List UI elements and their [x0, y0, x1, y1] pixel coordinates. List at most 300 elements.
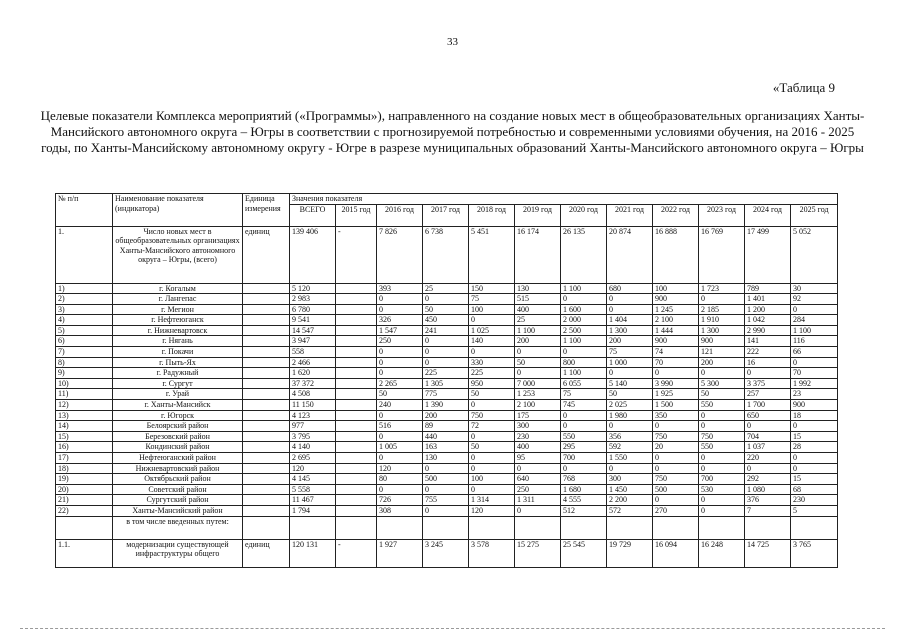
value-cell: 3 765 [791, 539, 838, 567]
table-row [56, 368, 838, 379]
row-num: 15) [56, 431, 113, 442]
value-cell: 50 [423, 304, 469, 315]
header-year: 2023 год [699, 204, 745, 226]
value-cell [336, 389, 377, 400]
value-cell: 26 135 [561, 226, 607, 283]
value-cell: 7 826 [377, 226, 423, 283]
value-cell: 18 [791, 410, 838, 421]
header-unit: Единица измерения [243, 194, 290, 227]
value-cell: 6 738 [423, 226, 469, 283]
value-cell: 775 [423, 389, 469, 400]
value-cell [336, 315, 377, 326]
row-num: 2) [56, 294, 113, 305]
row-unit [243, 304, 290, 315]
value-cell: 150 [469, 283, 515, 294]
value-cell: 393 [377, 283, 423, 294]
value-cell: 0 [469, 484, 515, 495]
value-cell: 0 [607, 304, 653, 315]
value-cell: 30 [791, 283, 838, 294]
value-cell: 1 100 [561, 336, 607, 347]
header-total: ВСЕГО [290, 204, 336, 226]
value-cell [336, 347, 377, 358]
value-cell: 0 [745, 368, 791, 379]
value-cell: 3 375 [745, 378, 791, 389]
value-cell: 0 [469, 315, 515, 326]
row-num: 11) [56, 389, 113, 400]
row-name: г. Урай [113, 389, 243, 400]
value-cell: 2 025 [607, 400, 653, 411]
row-unit [243, 283, 290, 294]
value-cell: 0 [791, 453, 838, 464]
value-cell: 1 723 [699, 283, 745, 294]
value-cell: 70 [653, 357, 699, 368]
value-cell: 0 [561, 347, 607, 358]
value-cell: 356 [607, 431, 653, 442]
header-year: 2016 год [377, 204, 423, 226]
row-name: г. Нижневартовск [113, 325, 243, 336]
row-unit [243, 505, 290, 516]
value-cell: 0 [561, 294, 607, 305]
value-cell: 1 314 [469, 495, 515, 506]
value-cell: 0 [423, 294, 469, 305]
value-cell: 230 [515, 431, 561, 442]
last-row [56, 539, 838, 567]
row-unit [243, 410, 290, 421]
table-row [56, 453, 838, 464]
value-cell: 270 [653, 505, 699, 516]
row-unit [243, 357, 290, 368]
value-cell: 23 [791, 389, 838, 400]
value-cell: 19 729 [607, 539, 653, 567]
value-cell [336, 484, 377, 495]
value-cell: 16 094 [653, 539, 699, 567]
value-cell: 15 [791, 431, 838, 442]
row-num: 4) [56, 315, 113, 326]
value-cell: 4 555 [561, 495, 607, 506]
value-cell: 175 [515, 410, 561, 421]
table-row [56, 495, 838, 506]
table-row [56, 336, 838, 347]
row-name: г. Лангепас [113, 294, 243, 305]
header-values: Значения показателя [290, 194, 838, 205]
value-cell: 120 [377, 463, 423, 474]
row-unit [243, 463, 290, 474]
row-name: г. Ханты-Мансийск [113, 400, 243, 411]
value-cell: 0 [561, 410, 607, 421]
value-cell: 72 [469, 421, 515, 432]
table-row [56, 283, 838, 294]
value-cell: 1 550 [607, 453, 653, 464]
value-cell: 89 [423, 421, 469, 432]
value-cell: 240 [377, 400, 423, 411]
value-cell: 121 [699, 347, 745, 358]
row-num: 7) [56, 347, 113, 358]
value-cell: 250 [515, 484, 561, 495]
value-cell: 330 [469, 357, 515, 368]
value-cell: 25 [423, 283, 469, 294]
row-num: 1. [56, 226, 113, 283]
row-total: 139 406 [290, 226, 336, 283]
value-cell: 500 [423, 474, 469, 485]
value-cell: 241 [423, 325, 469, 336]
row-total: 558 [290, 347, 336, 358]
row-total: 14 547 [290, 325, 336, 336]
value-cell [336, 421, 377, 432]
value-cell: 0 [423, 484, 469, 495]
value-cell: 25 545 [561, 539, 607, 567]
value-cell: 640 [515, 474, 561, 485]
row-name: Белоярский район [113, 421, 243, 432]
row-total: 4 123 [290, 410, 336, 421]
value-cell: 5 451 [469, 226, 515, 283]
value-cell: 0 [515, 463, 561, 474]
value-cell: 50 [469, 442, 515, 453]
value-cell: 100 [653, 283, 699, 294]
value-cell: 1 245 [653, 304, 699, 315]
row-unit [243, 315, 290, 326]
row-name: Ханты-Мансийский район [113, 505, 243, 516]
value-cell: 0 [745, 463, 791, 474]
value-cell: 230 [791, 495, 838, 506]
row-name: Число новых мест в общеобразовательных организациях Ханты-Мансийского автономного округа – Югры, (всего) [113, 226, 243, 283]
row-unit [243, 347, 290, 358]
value-cell: 704 [745, 431, 791, 442]
value-cell: 222 [745, 347, 791, 358]
value-cell: 0 [653, 421, 699, 432]
row-name: г. Пыть-Ях [113, 357, 243, 368]
value-cell: 0 [791, 304, 838, 315]
value-cell: 950 [469, 378, 515, 389]
value-cell: 1 404 [607, 315, 653, 326]
value-cell: - [336, 539, 377, 567]
value-cell: 75 [607, 347, 653, 358]
row-total: 4 508 [290, 389, 336, 400]
value-cell: 1 927 [377, 539, 423, 567]
row-num: 22) [56, 505, 113, 516]
value-cell: 50 [699, 389, 745, 400]
value-cell: 550 [699, 400, 745, 411]
value-cell: - [336, 226, 377, 283]
value-cell: 572 [607, 505, 653, 516]
value-cell: 900 [791, 400, 838, 411]
table-row [56, 294, 838, 305]
indicators-table [55, 193, 838, 568]
row-total: 120 [290, 463, 336, 474]
value-cell: 14 725 [745, 539, 791, 567]
value-cell: 70 [791, 368, 838, 379]
row-num: 20) [56, 484, 113, 495]
value-cell: 512 [561, 505, 607, 516]
row-name: модернизации существующей инфраструктуры общего [113, 539, 243, 567]
value-cell: 1 100 [561, 283, 607, 294]
value-cell: 0 [377, 453, 423, 464]
value-cell: 257 [745, 389, 791, 400]
value-cell [336, 453, 377, 464]
value-cell: 2 100 [515, 400, 561, 411]
value-cell: 15 [791, 474, 838, 485]
value-cell: 308 [377, 505, 423, 516]
value-cell: 16 [745, 357, 791, 368]
value-cell: 16 174 [515, 226, 561, 283]
value-cell: 0 [423, 357, 469, 368]
value-cell: 16 888 [653, 226, 699, 283]
value-cell: 68 [791, 484, 838, 495]
value-cell: 200 [607, 336, 653, 347]
value-cell [336, 410, 377, 421]
value-cell: 0 [699, 368, 745, 379]
header-year: 2022 год [653, 204, 699, 226]
value-cell [336, 325, 377, 336]
value-cell: 163 [423, 442, 469, 453]
row-name: Кондинский район [113, 442, 243, 453]
table-title: Целевые показатели Комплекса мероприятий («Программы»), направленного на создание новых мест в общеобразовательных организациях Ханты-Мансийского автономного округа – Югры в соответствии с прогнозируемой потребностью и современными условиями обучения, на 2016 - 2025 годы, по Ханты-Мансийскому автономному округу - Югре в разрезе муниципальных образований Ханты-Мансийского автономного округа – Югры [40, 108, 865, 155]
row-name: Советский район [113, 484, 243, 495]
value-cell: 0 [561, 421, 607, 432]
value-cell: 1 980 [607, 410, 653, 421]
value-cell: 95 [515, 453, 561, 464]
value-cell: 250 [377, 336, 423, 347]
value-cell: 0 [607, 294, 653, 305]
row-name: г. Сургут [113, 378, 243, 389]
value-cell: 220 [745, 453, 791, 464]
value-cell: 1 300 [607, 325, 653, 336]
row-num: 17) [56, 453, 113, 464]
table-row [56, 442, 838, 453]
row-unit [243, 378, 290, 389]
value-cell: 1 450 [607, 484, 653, 495]
row-unit [243, 336, 290, 347]
value-cell: 700 [561, 453, 607, 464]
value-cell: 74 [653, 347, 699, 358]
value-cell: 284 [791, 315, 838, 326]
value-cell: 100 [469, 304, 515, 315]
value-cell: 100 [469, 474, 515, 485]
row-num: 9) [56, 368, 113, 379]
table-row [56, 400, 838, 411]
header-name: Наименование показателя (индикатора) [113, 194, 243, 227]
value-cell: 2 000 [561, 315, 607, 326]
row-total: 120 131 [290, 539, 336, 567]
subheading: в том числе введенных путем: [113, 516, 243, 539]
value-cell: 1 025 [469, 325, 515, 336]
row-num: 19) [56, 474, 113, 485]
value-cell [336, 463, 377, 474]
value-cell: 5 052 [791, 226, 838, 283]
header-year: 2018 год [469, 204, 515, 226]
row-name: Сургутский район [113, 495, 243, 506]
value-cell: 0 [791, 357, 838, 368]
value-cell: 1 000 [607, 357, 653, 368]
value-cell: 50 [515, 357, 561, 368]
value-cell: 0 [699, 421, 745, 432]
value-cell: 3 990 [653, 378, 699, 389]
value-cell: 1 910 [699, 315, 745, 326]
value-cell: 200 [515, 336, 561, 347]
value-cell: 66 [791, 347, 838, 358]
page-number: 33 [447, 36, 458, 48]
row-total: 11 467 [290, 495, 336, 506]
main-row [56, 226, 838, 283]
row-unit [243, 368, 290, 379]
row-num: 18) [56, 463, 113, 474]
row-unit [243, 442, 290, 453]
row-name: г. Югорск [113, 410, 243, 421]
value-cell: 5 300 [699, 378, 745, 389]
value-cell: 515 [515, 294, 561, 305]
table-row [56, 484, 838, 495]
value-cell [336, 400, 377, 411]
value-cell: 516 [377, 421, 423, 432]
value-cell: 1 700 [745, 400, 791, 411]
table-row [56, 505, 838, 516]
value-cell: 768 [561, 474, 607, 485]
value-cell: 6 055 [561, 378, 607, 389]
value-cell [336, 505, 377, 516]
value-cell: 16 769 [699, 226, 745, 283]
value-cell: 17 499 [745, 226, 791, 283]
value-cell: 0 [469, 463, 515, 474]
value-cell: 900 [699, 336, 745, 347]
value-cell: 200 [423, 410, 469, 421]
value-cell [336, 336, 377, 347]
value-cell: 400 [515, 442, 561, 453]
value-cell: 0 [699, 294, 745, 305]
row-num: 12) [56, 400, 113, 411]
value-cell [336, 474, 377, 485]
value-cell: 0 [653, 368, 699, 379]
value-cell: 80 [377, 474, 423, 485]
row-num: 5) [56, 325, 113, 336]
value-cell [336, 283, 377, 294]
row-num: 6) [56, 336, 113, 347]
row-unit [243, 400, 290, 411]
value-cell: 900 [653, 294, 699, 305]
row-total: 2 983 [290, 294, 336, 305]
value-cell: 530 [699, 484, 745, 495]
table-row [56, 474, 838, 485]
value-cell: 5 [791, 505, 838, 516]
value-cell: 50 [377, 389, 423, 400]
row-unit: единиц [243, 539, 290, 567]
row-name: Нижневартовский район [113, 463, 243, 474]
row-unit [243, 431, 290, 442]
row-num: 21) [56, 495, 113, 506]
value-cell: 300 [607, 474, 653, 485]
table-row [56, 463, 838, 474]
value-cell: 2 185 [699, 304, 745, 315]
value-cell: 0 [377, 368, 423, 379]
value-cell: 0 [423, 347, 469, 358]
value-cell: 1 390 [423, 400, 469, 411]
value-cell: 0 [469, 431, 515, 442]
value-cell: 0 [515, 505, 561, 516]
value-cell: 440 [423, 431, 469, 442]
value-cell: 225 [469, 368, 515, 379]
value-cell: 225 [423, 368, 469, 379]
value-cell: 326 [377, 315, 423, 326]
value-cell: 0 [699, 410, 745, 421]
value-cell: 1 444 [653, 325, 699, 336]
value-cell: 15 275 [515, 539, 561, 567]
value-cell: 5 140 [607, 378, 653, 389]
value-cell: 0 [469, 453, 515, 464]
value-cell: 726 [377, 495, 423, 506]
row-total: 11 150 [290, 400, 336, 411]
row-unit [243, 495, 290, 506]
value-cell: 7 000 [515, 378, 561, 389]
row-unit [243, 484, 290, 495]
value-cell: 745 [561, 400, 607, 411]
value-cell: 25 [515, 315, 561, 326]
value-cell: 0 [515, 368, 561, 379]
row-total: 9 541 [290, 315, 336, 326]
table-row [56, 421, 838, 432]
value-cell: 0 [423, 463, 469, 474]
value-cell: 1 547 [377, 325, 423, 336]
value-cell: 0 [699, 453, 745, 464]
value-cell: 1 500 [653, 400, 699, 411]
table-row [56, 315, 838, 326]
table-row [56, 357, 838, 368]
bottom-divider [20, 628, 885, 629]
value-cell: 20 [653, 442, 699, 453]
value-cell: 550 [699, 442, 745, 453]
row-unit [243, 421, 290, 432]
value-cell: 0 [653, 453, 699, 464]
value-cell: 16 248 [699, 539, 745, 567]
value-cell: 1 100 [515, 325, 561, 336]
value-cell: 130 [515, 283, 561, 294]
value-cell: 120 [469, 505, 515, 516]
value-cell: 140 [469, 336, 515, 347]
value-cell: 376 [745, 495, 791, 506]
row-total: 37 372 [290, 378, 336, 389]
value-cell: 1 300 [699, 325, 745, 336]
value-cell: 3 245 [423, 539, 469, 567]
value-cell: 1 992 [791, 378, 838, 389]
row-unit [243, 389, 290, 400]
value-cell: 2 200 [607, 495, 653, 506]
row-num: 14) [56, 421, 113, 432]
value-cell: 1 080 [745, 484, 791, 495]
table-row [56, 378, 838, 389]
value-cell: 0 [607, 463, 653, 474]
row-unit [243, 453, 290, 464]
row-num: 1.1. [56, 539, 113, 567]
row-num: 3) [56, 304, 113, 315]
table-label: «Таблица 9 [772, 80, 835, 95]
value-cell [336, 368, 377, 379]
value-cell: 650 [745, 410, 791, 421]
value-cell: 750 [653, 431, 699, 442]
value-cell [336, 495, 377, 506]
value-cell: 592 [607, 442, 653, 453]
value-cell: 0 [377, 357, 423, 368]
value-cell: 800 [561, 357, 607, 368]
value-cell: 0 [607, 421, 653, 432]
value-cell: 0 [561, 463, 607, 474]
header-year: 2024 год [745, 204, 791, 226]
row-total: 4 145 [290, 474, 336, 485]
row-num: 1) [56, 283, 113, 294]
value-cell: 1 200 [745, 304, 791, 315]
value-cell: 400 [515, 304, 561, 315]
value-cell: 300 [515, 421, 561, 432]
header-year: 2025 год [791, 204, 838, 226]
value-cell: 2 500 [561, 325, 607, 336]
value-cell: 7 [745, 505, 791, 516]
row-total: 977 [290, 421, 336, 432]
